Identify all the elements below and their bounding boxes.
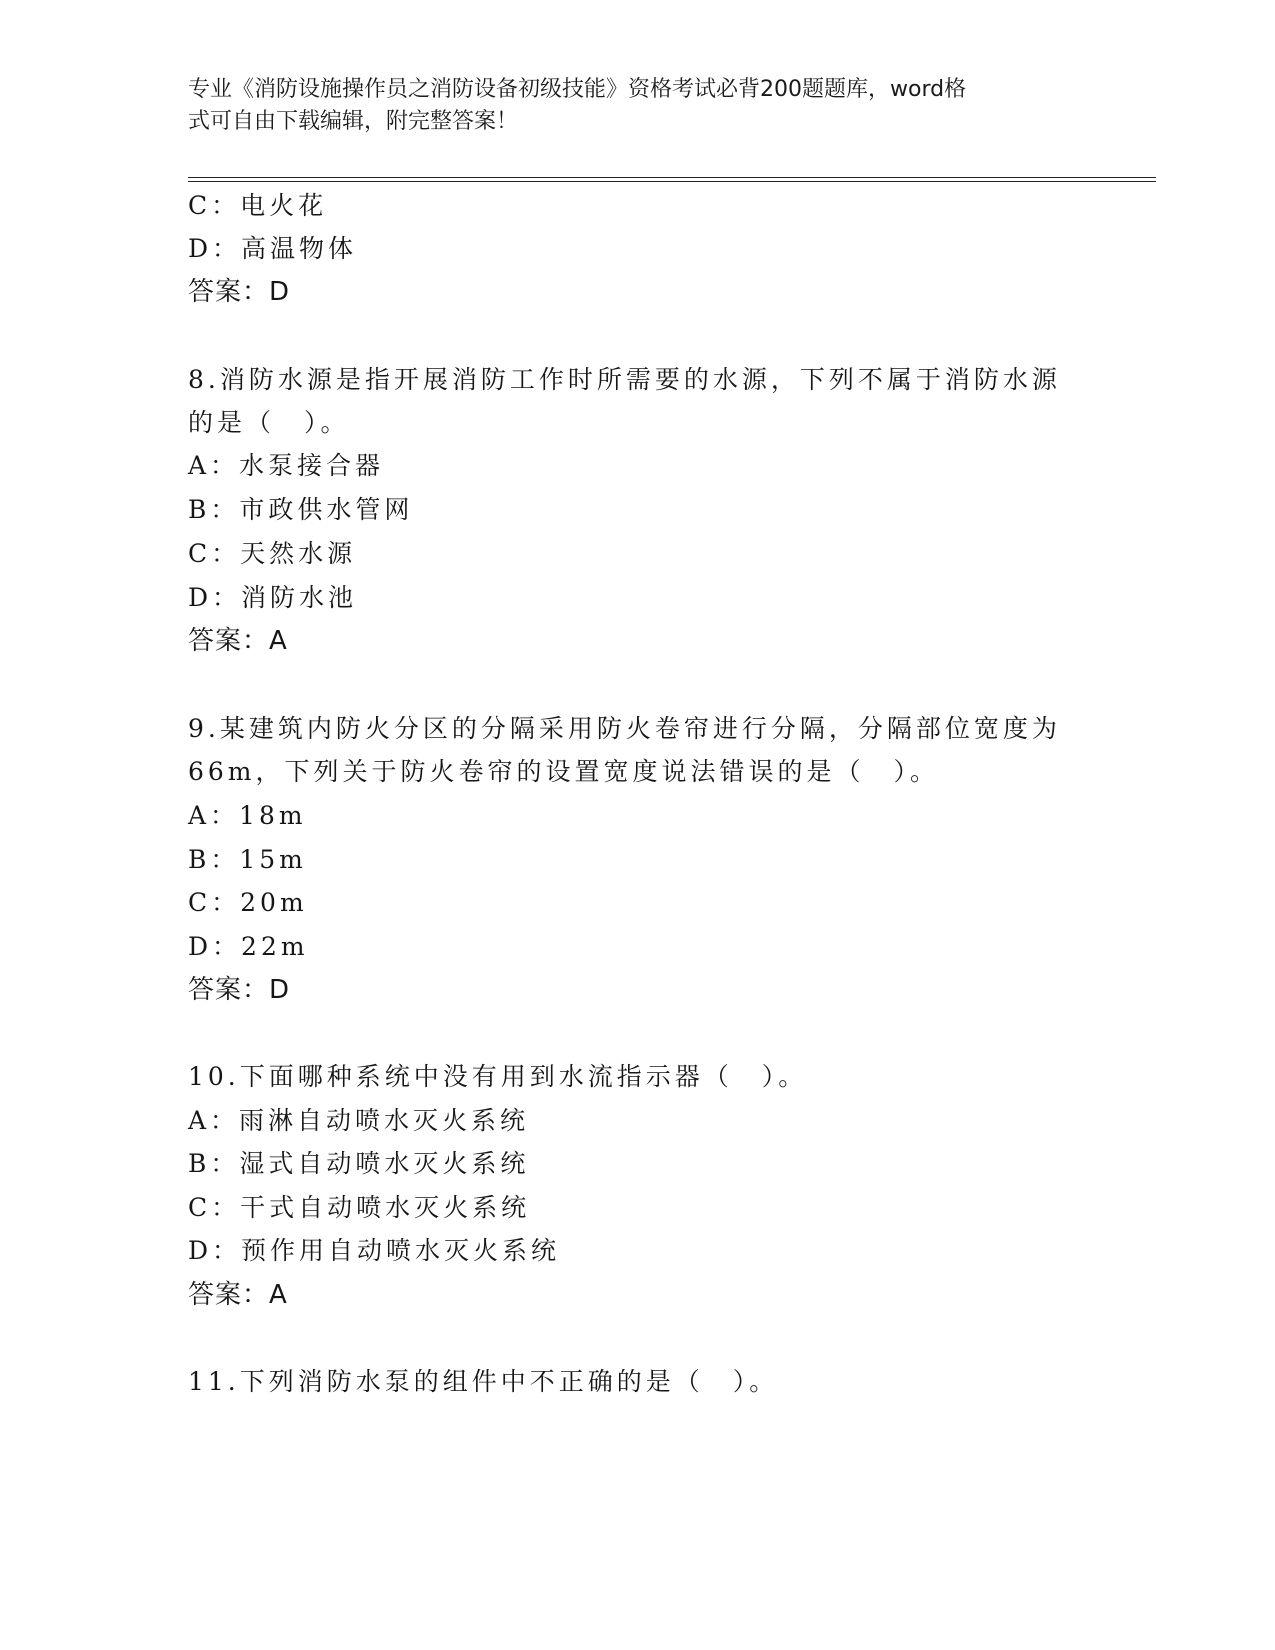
q8-option-c: C：天然水源 [188, 539, 357, 568]
q9-option-a: A：18m [188, 801, 307, 830]
q11-stem-line-1: 11.下列消防水泵的组件中不正确的是（ ）。 [188, 1367, 779, 1396]
header-line-1: 专业《消防设施操作员之消防设备初级技能》资格考试必背200题题库，word格 [188, 77, 967, 102]
q10-option-b: B：湿式自动喷水灭火系统 [188, 1149, 530, 1178]
q8-option-b: B：市政供水管网 [188, 495, 414, 524]
q10-option-c: C：干式自动喷水灭火系统 [188, 1193, 531, 1222]
q9-stem-line-1: 9.某建筑内防火分区的分隔采用防火卷帘进行分隔，分隔部位宽度为 [188, 714, 1061, 743]
prev-option-c: C：电火花 [188, 191, 328, 220]
q10-answer: 答案：A [188, 1280, 288, 1310]
q9-option-d: D：22m [188, 932, 309, 961]
prev-answer: 答案：D [188, 277, 291, 307]
q8-answer: 答案：A [188, 626, 288, 656]
q10-stem-line-1: 10.下面哪种系统中没有用到水流指示器（ ）。 [188, 1062, 808, 1091]
q8-option-d: D：消防水池 [188, 583, 358, 612]
q9-stem-line-2: 66m，下列关于防火卷帘的设置宽度说法错误的是（ ）。 [188, 757, 940, 786]
q9-option-c: C：20m [188, 888, 308, 917]
header-divider-top [188, 177, 1156, 178]
q9-option-b: B：15m [188, 845, 307, 874]
header-line-2: 式可自由下载编辑，附完整答案！ [188, 109, 519, 134]
q8-option-a: A：水泵接合器 [188, 451, 385, 480]
q9-answer: 答案：D [188, 975, 291, 1005]
prev-option-d: D：高温物体 [188, 234, 358, 263]
q8-stem-line-1: 8.消防水源是指开展消防工作时所需要的水源，下列不属于消防水源 [188, 365, 1061, 394]
q10-option-a: A：雨淋自动喷水灭火系统 [188, 1106, 530, 1135]
document-header [188, 74, 1068, 138]
q8-stem-line-2: 的是（ ）。 [188, 408, 350, 437]
q10-option-d: D：预作用自动喷水灭火系统 [188, 1236, 561, 1265]
header-divider-bottom [188, 181, 1156, 182]
